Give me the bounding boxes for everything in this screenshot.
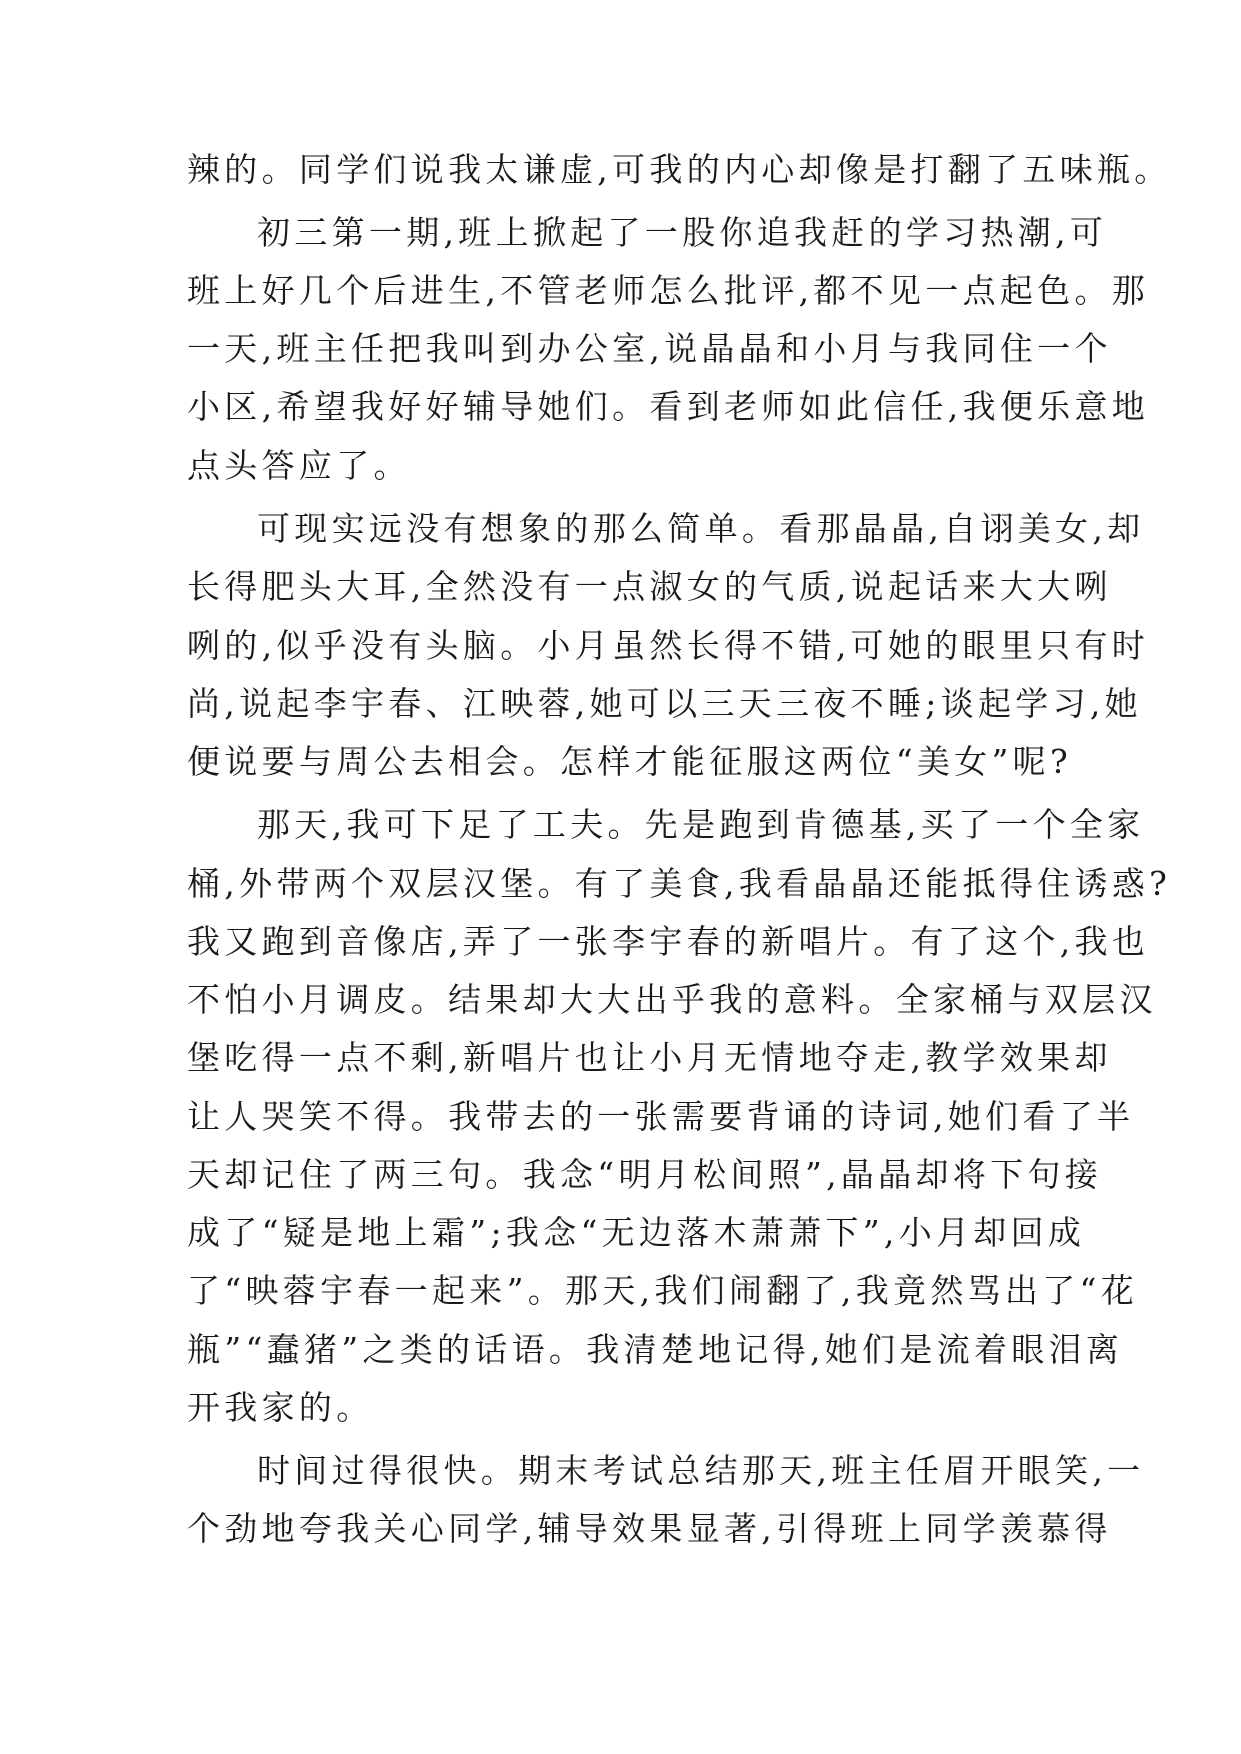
text-line: 个劲地夸我关心同学,辅导效果显著,引得班上同学羡慕得 bbox=[187, 1509, 1112, 1548]
text-line: 咧的,似乎没有头脑。小月虽然长得不错,可她的眼里只有时 bbox=[187, 626, 1150, 665]
text-line: 让人哭笑不得。我带去的一张需要背诵的诗词,她们看了半 bbox=[187, 1097, 1135, 1136]
text-line: 了“映蓉宇春一起来”。那天,我们闹翻了,我竟然骂出了“花 bbox=[187, 1271, 1138, 1310]
paragraph-first-line: 那天,我可下足了工夫。先是跑到肯德基,买了一个全家 bbox=[257, 805, 1145, 844]
text-line: 尚,说起李宇春、江映蓉,她可以三天三夜不睡;谈起学习,她 bbox=[187, 684, 1142, 723]
text-line: 成了“疑是地上霜”;我念“无边落木萧萧下”,小月却回成 bbox=[187, 1213, 1086, 1252]
text-line: 一天,班主任把我叫到办公室,说晶晶和小月与我同住一个 bbox=[187, 329, 1112, 368]
text-line: 天却记住了两三句。我念“明月松间照”,晶晶却将下句接 bbox=[187, 1155, 1103, 1194]
paragraph-first-line: 时间过得很快。期末考试总结那天,班主任眉开眼笑,一 bbox=[257, 1451, 1145, 1490]
text-line: 开我家的。 bbox=[187, 1388, 374, 1427]
text-line: 不怕小月调皮。结果却大大出乎我的意料。全家桶与双层汉 bbox=[187, 980, 1157, 1019]
text-line: 点头答应了。 bbox=[187, 446, 411, 485]
text-line: 堡吃得一点不剩,新唱片也让小月无情地夺走,教学效果却 bbox=[187, 1038, 1112, 1077]
text-line: 桶,外带两个双层汉堡。有了美食,我看晶晶还能抵得住诱惑? bbox=[187, 864, 1172, 903]
text-line: 便说要与周公去相会。怎样才能征服这两位“美女”呢? bbox=[187, 742, 1072, 781]
text-line: 小区,希望我好好辅导她们。看到老师如此信任,我便乐意地 bbox=[187, 387, 1150, 426]
text-line: 辣的。同学们说我太谦虚,可我的内心却像是打翻了五味瓶。 bbox=[187, 150, 1172, 189]
text-line: 长得肥头大耳,全然没有一点淑女的气质,说起话来大大咧 bbox=[187, 567, 1112, 606]
paragraph-first-line: 初三第一期,班上掀起了一股你追我赶的学习热潮,可 bbox=[257, 213, 1108, 252]
text-line: 瓶”“蠢猪”之类的话语。我清楚地记得,她们是流着眼泪离 bbox=[187, 1330, 1124, 1369]
text-line: 班上好几个后进生,不管老师怎么批评,都不见一点起色。那 bbox=[187, 271, 1150, 310]
text-line: 我又跑到音像店,弄了一张李宇春的新唱片。有了这个,我也 bbox=[187, 922, 1150, 961]
paragraph-first-line: 可现实远没有想象的那么简单。看那晶晶,自诩美女,却 bbox=[257, 509, 1145, 548]
